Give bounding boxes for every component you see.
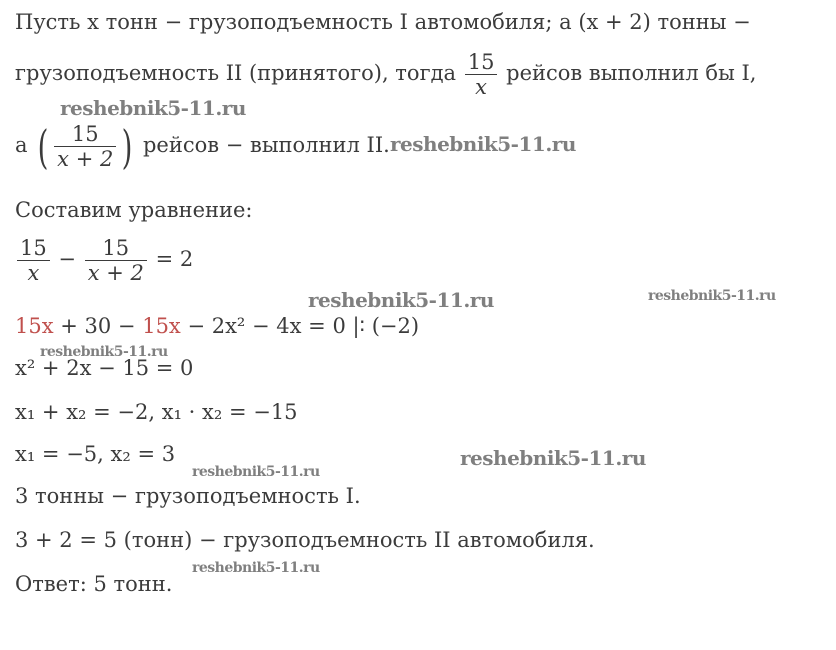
fraction-numerator: 15 <box>71 122 99 146</box>
equation-2 <box>15 314 419 338</box>
text-line-2b: рейсов выполнил бы I, <box>506 61 757 85</box>
right-paren: ) <box>121 119 133 174</box>
minus-sign: − <box>58 247 77 271</box>
watermark: reshebnik5-11.ru <box>308 288 494 312</box>
text-line-3 <box>15 119 390 174</box>
cancelled-term-1: 15x <box>15 314 54 338</box>
text-line-3a: а <box>15 133 28 157</box>
watermark: reshebnik5-11.ru <box>460 446 646 470</box>
fraction-denominator: x <box>465 74 498 99</box>
equation-2-part-d: − 2x² − 4x = 0 |∶ (−2) <box>180 314 420 338</box>
text-line-2a: грузоподъемность II (принятого), тогда <box>15 61 457 85</box>
fraction-denominator: x + 2 <box>54 146 116 171</box>
text-line-3b: рейсов − выполнил II. <box>142 133 390 157</box>
equation-5: x₁ = −5, x₂ = 3 <box>15 442 176 466</box>
fraction-15-over-x-plus-2 <box>85 236 147 285</box>
text-line-10: 3 + 2 = 5 (тонн) − грузоподъемность II автомобиля. <box>15 528 595 552</box>
fraction-numerator: 15 <box>20 236 47 260</box>
fraction-15-over-x <box>17 236 50 285</box>
answer-line: Ответ: 5 тонн. <box>15 572 173 596</box>
fraction-numerator: 15 <box>102 236 130 260</box>
fraction-numerator: 15 <box>467 50 495 74</box>
fraction-15-over-x-plus-2 <box>54 122 116 171</box>
equation-3: x² + 2x − 15 = 0 <box>15 356 194 380</box>
fraction-denominator: x + 2 <box>85 260 147 285</box>
fraction-15-over-x <box>465 50 498 99</box>
equation-2-part-b: + 30 − <box>53 314 143 338</box>
watermark: reshebnik5-11.ru <box>192 464 320 480</box>
left-paren: ( <box>37 119 49 174</box>
equation-1 <box>15 236 193 285</box>
watermark: reshebnik5-11.ru <box>60 96 246 120</box>
text-line-9: 3 тонны − грузоподъемность I. <box>15 484 361 508</box>
equation-4: x₁ + x₂ = −2, x₁ · x₂ = −15 <box>15 400 298 424</box>
watermark: reshebnik5-11.ru <box>40 344 168 360</box>
text-line-4: Составим уравнение: <box>15 198 253 222</box>
equation-rhs: = 2 <box>155 247 194 271</box>
text-line-2 <box>15 50 756 99</box>
fraction-denominator: x <box>17 260 50 285</box>
cancelled-term-2: 15x <box>142 314 181 338</box>
watermark: reshebnik5-11.ru <box>648 288 776 304</box>
watermark: reshebnik5-11.ru <box>390 132 576 156</box>
text-line-1: Пусть x тонн − грузоподъемность I автомобиля; а (x + 2) тонны − <box>15 10 751 34</box>
watermark: reshebnik5-11.ru <box>192 560 320 576</box>
